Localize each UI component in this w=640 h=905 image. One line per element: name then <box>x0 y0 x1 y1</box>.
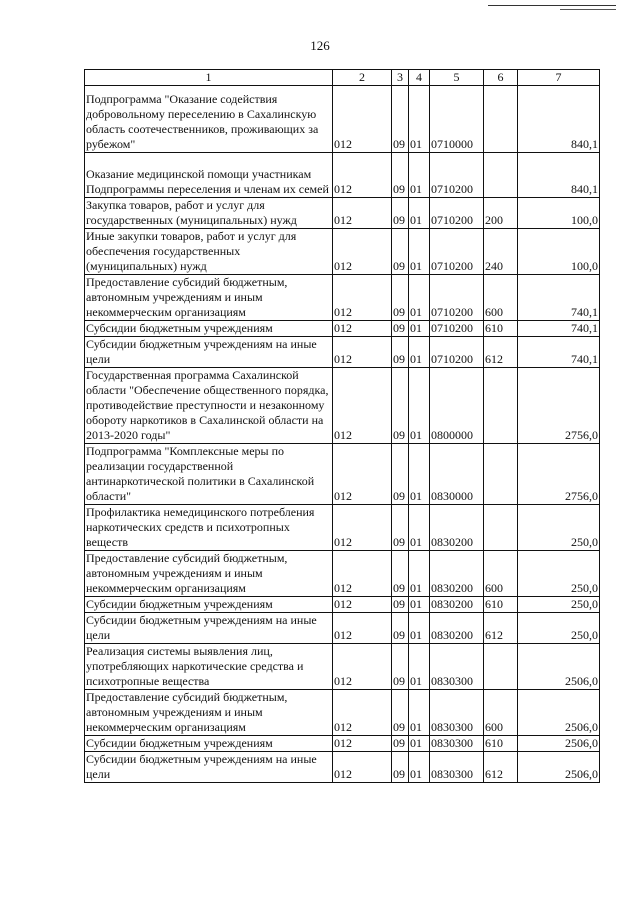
row-name: Иные закупки товаров, работ и услуг для обеспечения государственных (муниципальных) нужд <box>85 229 333 275</box>
subsection-code: 01 <box>409 275 430 321</box>
target-code: 0830000 <box>430 444 484 505</box>
expense-type-code <box>484 444 518 505</box>
row-name: Подпрограмма "Комплексные меры по реализации государственной антинаркотической политики в Сахалинской области" <box>85 444 333 505</box>
row-name: Подпрограмма "Оказание содействия добровольному переселению в Сахалинскую область соотечественников, проживающих за рубежом" <box>85 86 333 153</box>
section-code: 09 <box>392 752 409 783</box>
target-code: 0830200 <box>430 505 484 551</box>
subsection-code: 01 <box>409 551 430 597</box>
target-code: 0710200 <box>430 229 484 275</box>
expense-type-code <box>484 368 518 444</box>
row-name: Профилактика немедицинского потребления наркотических средств и психотропных веществ <box>85 505 333 551</box>
ministry-code: 012 <box>333 644 392 690</box>
expense-type-code: 610 <box>484 321 518 337</box>
header-rule-short <box>560 9 616 10</box>
target-code: 0710200 <box>430 275 484 321</box>
ministry-code: 012 <box>333 551 392 597</box>
ministry-code: 012 <box>333 275 392 321</box>
section-code: 09 <box>392 321 409 337</box>
table-row <box>85 229 600 275</box>
section-code: 09 <box>392 153 409 198</box>
section-code: 09 <box>392 690 409 736</box>
ministry-code: 012 <box>333 736 392 752</box>
ministry-code: 012 <box>333 198 392 229</box>
expense-type-code <box>484 86 518 153</box>
subsection-code: 01 <box>409 153 430 198</box>
table-row <box>85 690 600 736</box>
subsection-code: 01 <box>409 690 430 736</box>
header-cell-ministry: 2 <box>333 70 392 86</box>
subsection-code: 01 <box>409 644 430 690</box>
row-name: Субсидии бюджетным учреждениям на иные цели <box>85 752 333 783</box>
target-code: 0830300 <box>430 736 484 752</box>
amount: 2506,0 <box>518 644 600 690</box>
table-row <box>85 337 600 368</box>
header-row <box>85 70 600 86</box>
subsection-code: 01 <box>409 368 430 444</box>
header-cell-name: 1 <box>85 70 333 86</box>
expense-type-code: 610 <box>484 597 518 613</box>
amount: 250,0 <box>518 613 600 644</box>
subsection-code: 01 <box>409 444 430 505</box>
target-code: 0830200 <box>430 613 484 644</box>
section-code: 09 <box>392 597 409 613</box>
table-row <box>85 736 600 752</box>
subsection-code: 01 <box>409 736 430 752</box>
row-name: Предоставление субсидий бюджетным, автономным учреждениям и иным некоммерческим организациям <box>85 275 333 321</box>
subsection-code: 01 <box>409 229 430 275</box>
page-number: 126 <box>310 38 330 53</box>
amount: 840,1 <box>518 153 600 198</box>
ministry-code: 012 <box>333 505 392 551</box>
table-row <box>85 505 600 551</box>
header-cell-subsection: 4 <box>409 70 430 86</box>
subsection-code: 01 <box>409 321 430 337</box>
amount: 250,0 <box>518 551 600 597</box>
row-name: Закупка товаров, работ и услуг для государственных (муниципальных) нужд <box>85 198 333 229</box>
target-code: 0800000 <box>430 368 484 444</box>
row-name: Государственная программа Сахалинской области "Обеспечение общественного порядка, противодействие преступности и незаконному обороту наркотиков в Сахалинской области на 2013-2020 годы" <box>85 368 333 444</box>
amount: 2506,0 <box>518 736 600 752</box>
ministry-code: 012 <box>333 752 392 783</box>
amount: 740,1 <box>518 321 600 337</box>
table-row <box>85 644 600 690</box>
subsection-code: 01 <box>409 337 430 368</box>
section-code: 09 <box>392 275 409 321</box>
amount: 2506,0 <box>518 752 600 783</box>
table-row <box>85 368 600 444</box>
row-name: Субсидии бюджетным учреждениям на иные цели <box>85 613 333 644</box>
expense-type-code: 610 <box>484 736 518 752</box>
expense-type-code: 600 <box>484 275 518 321</box>
amount: 2756,0 <box>518 444 600 505</box>
expense-type-code: 612 <box>484 613 518 644</box>
ministry-code: 012 <box>333 321 392 337</box>
amount: 840,1 <box>518 86 600 153</box>
target-code: 0830300 <box>430 690 484 736</box>
header-cell-amount: 7 <box>518 70 600 86</box>
expense-type-code: 200 <box>484 198 518 229</box>
section-code: 09 <box>392 736 409 752</box>
row-name: Оказание медицинской помощи участникам Подпрограммы переселения и членам их семей <box>85 153 333 198</box>
ministry-code: 012 <box>333 690 392 736</box>
ministry-code: 012 <box>333 86 392 153</box>
amount: 2756,0 <box>518 368 600 444</box>
section-code: 09 <box>392 337 409 368</box>
amount: 740,1 <box>518 275 600 321</box>
table-body <box>85 86 600 783</box>
row-name: Предоставление субсидий бюджетным, автономным учреждениям и иным некоммерческим организациям <box>85 551 333 597</box>
expense-type-code: 612 <box>484 337 518 368</box>
expense-type-code: 600 <box>484 551 518 597</box>
target-code: 0830300 <box>430 752 484 783</box>
section-code: 09 <box>392 613 409 644</box>
subsection-code: 01 <box>409 198 430 229</box>
table-row <box>85 86 600 153</box>
expense-type-code: 240 <box>484 229 518 275</box>
subsection-code: 01 <box>409 86 430 153</box>
subsection-code: 01 <box>409 597 430 613</box>
table-row <box>85 153 600 198</box>
ministry-code: 012 <box>333 613 392 644</box>
expense-type-code: 612 <box>484 752 518 783</box>
target-code: 0830200 <box>430 551 484 597</box>
subsection-code: 01 <box>409 752 430 783</box>
section-code: 09 <box>392 551 409 597</box>
target-code: 0830300 <box>430 644 484 690</box>
target-code: 0710000 <box>430 86 484 153</box>
ministry-code: 012 <box>333 229 392 275</box>
ministry-code: 012 <box>333 368 392 444</box>
expense-type-code <box>484 644 518 690</box>
section-code: 09 <box>392 198 409 229</box>
target-code: 0830200 <box>430 597 484 613</box>
expense-type-code <box>484 153 518 198</box>
subsection-code: 01 <box>409 613 430 644</box>
ministry-code: 012 <box>333 597 392 613</box>
target-code: 0710200 <box>430 153 484 198</box>
ministry-code: 012 <box>333 337 392 368</box>
budget-table <box>84 69 600 783</box>
header-rule <box>488 5 616 6</box>
section-code: 09 <box>392 229 409 275</box>
target-code: 0710200 <box>430 198 484 229</box>
target-code: 0710200 <box>430 337 484 368</box>
row-name: Субсидии бюджетным учреждениям <box>85 321 333 337</box>
amount: 100,0 <box>518 198 600 229</box>
expense-type-code <box>484 505 518 551</box>
header-cell-section: 3 <box>392 70 409 86</box>
amount: 740,1 <box>518 337 600 368</box>
row-name: Субсидии бюджетным учреждениям на иные цели <box>85 337 333 368</box>
expense-type-code: 600 <box>484 690 518 736</box>
amount: 250,0 <box>518 505 600 551</box>
row-name: Предоставление субсидий бюджетным, автономным учреждениям и иным некоммерческим организациям <box>85 690 333 736</box>
table-row <box>85 551 600 597</box>
header-cell-expense-type: 6 <box>484 70 518 86</box>
section-code: 09 <box>392 505 409 551</box>
header-cell-target: 5 <box>430 70 484 86</box>
table-row <box>85 198 600 229</box>
target-code: 0710200 <box>430 321 484 337</box>
table-row <box>85 321 600 337</box>
section-code: 09 <box>392 368 409 444</box>
table-row <box>85 613 600 644</box>
table-row <box>85 275 600 321</box>
table-row <box>85 444 600 505</box>
subsection-code: 01 <box>409 505 430 551</box>
row-name: Реализация системы выявления лиц, употребляющих наркотические средства и психотропные вещества <box>85 644 333 690</box>
section-code: 09 <box>392 86 409 153</box>
section-code: 09 <box>392 444 409 505</box>
ministry-code: 012 <box>333 444 392 505</box>
table-row <box>85 597 600 613</box>
row-name: Субсидии бюджетным учреждениям <box>85 597 333 613</box>
amount: 2506,0 <box>518 690 600 736</box>
amount: 250,0 <box>518 597 600 613</box>
table-row <box>85 752 600 783</box>
row-name: Субсидии бюджетным учреждениям <box>85 736 333 752</box>
section-code: 09 <box>392 644 409 690</box>
amount: 100,0 <box>518 229 600 275</box>
ministry-code: 012 <box>333 153 392 198</box>
